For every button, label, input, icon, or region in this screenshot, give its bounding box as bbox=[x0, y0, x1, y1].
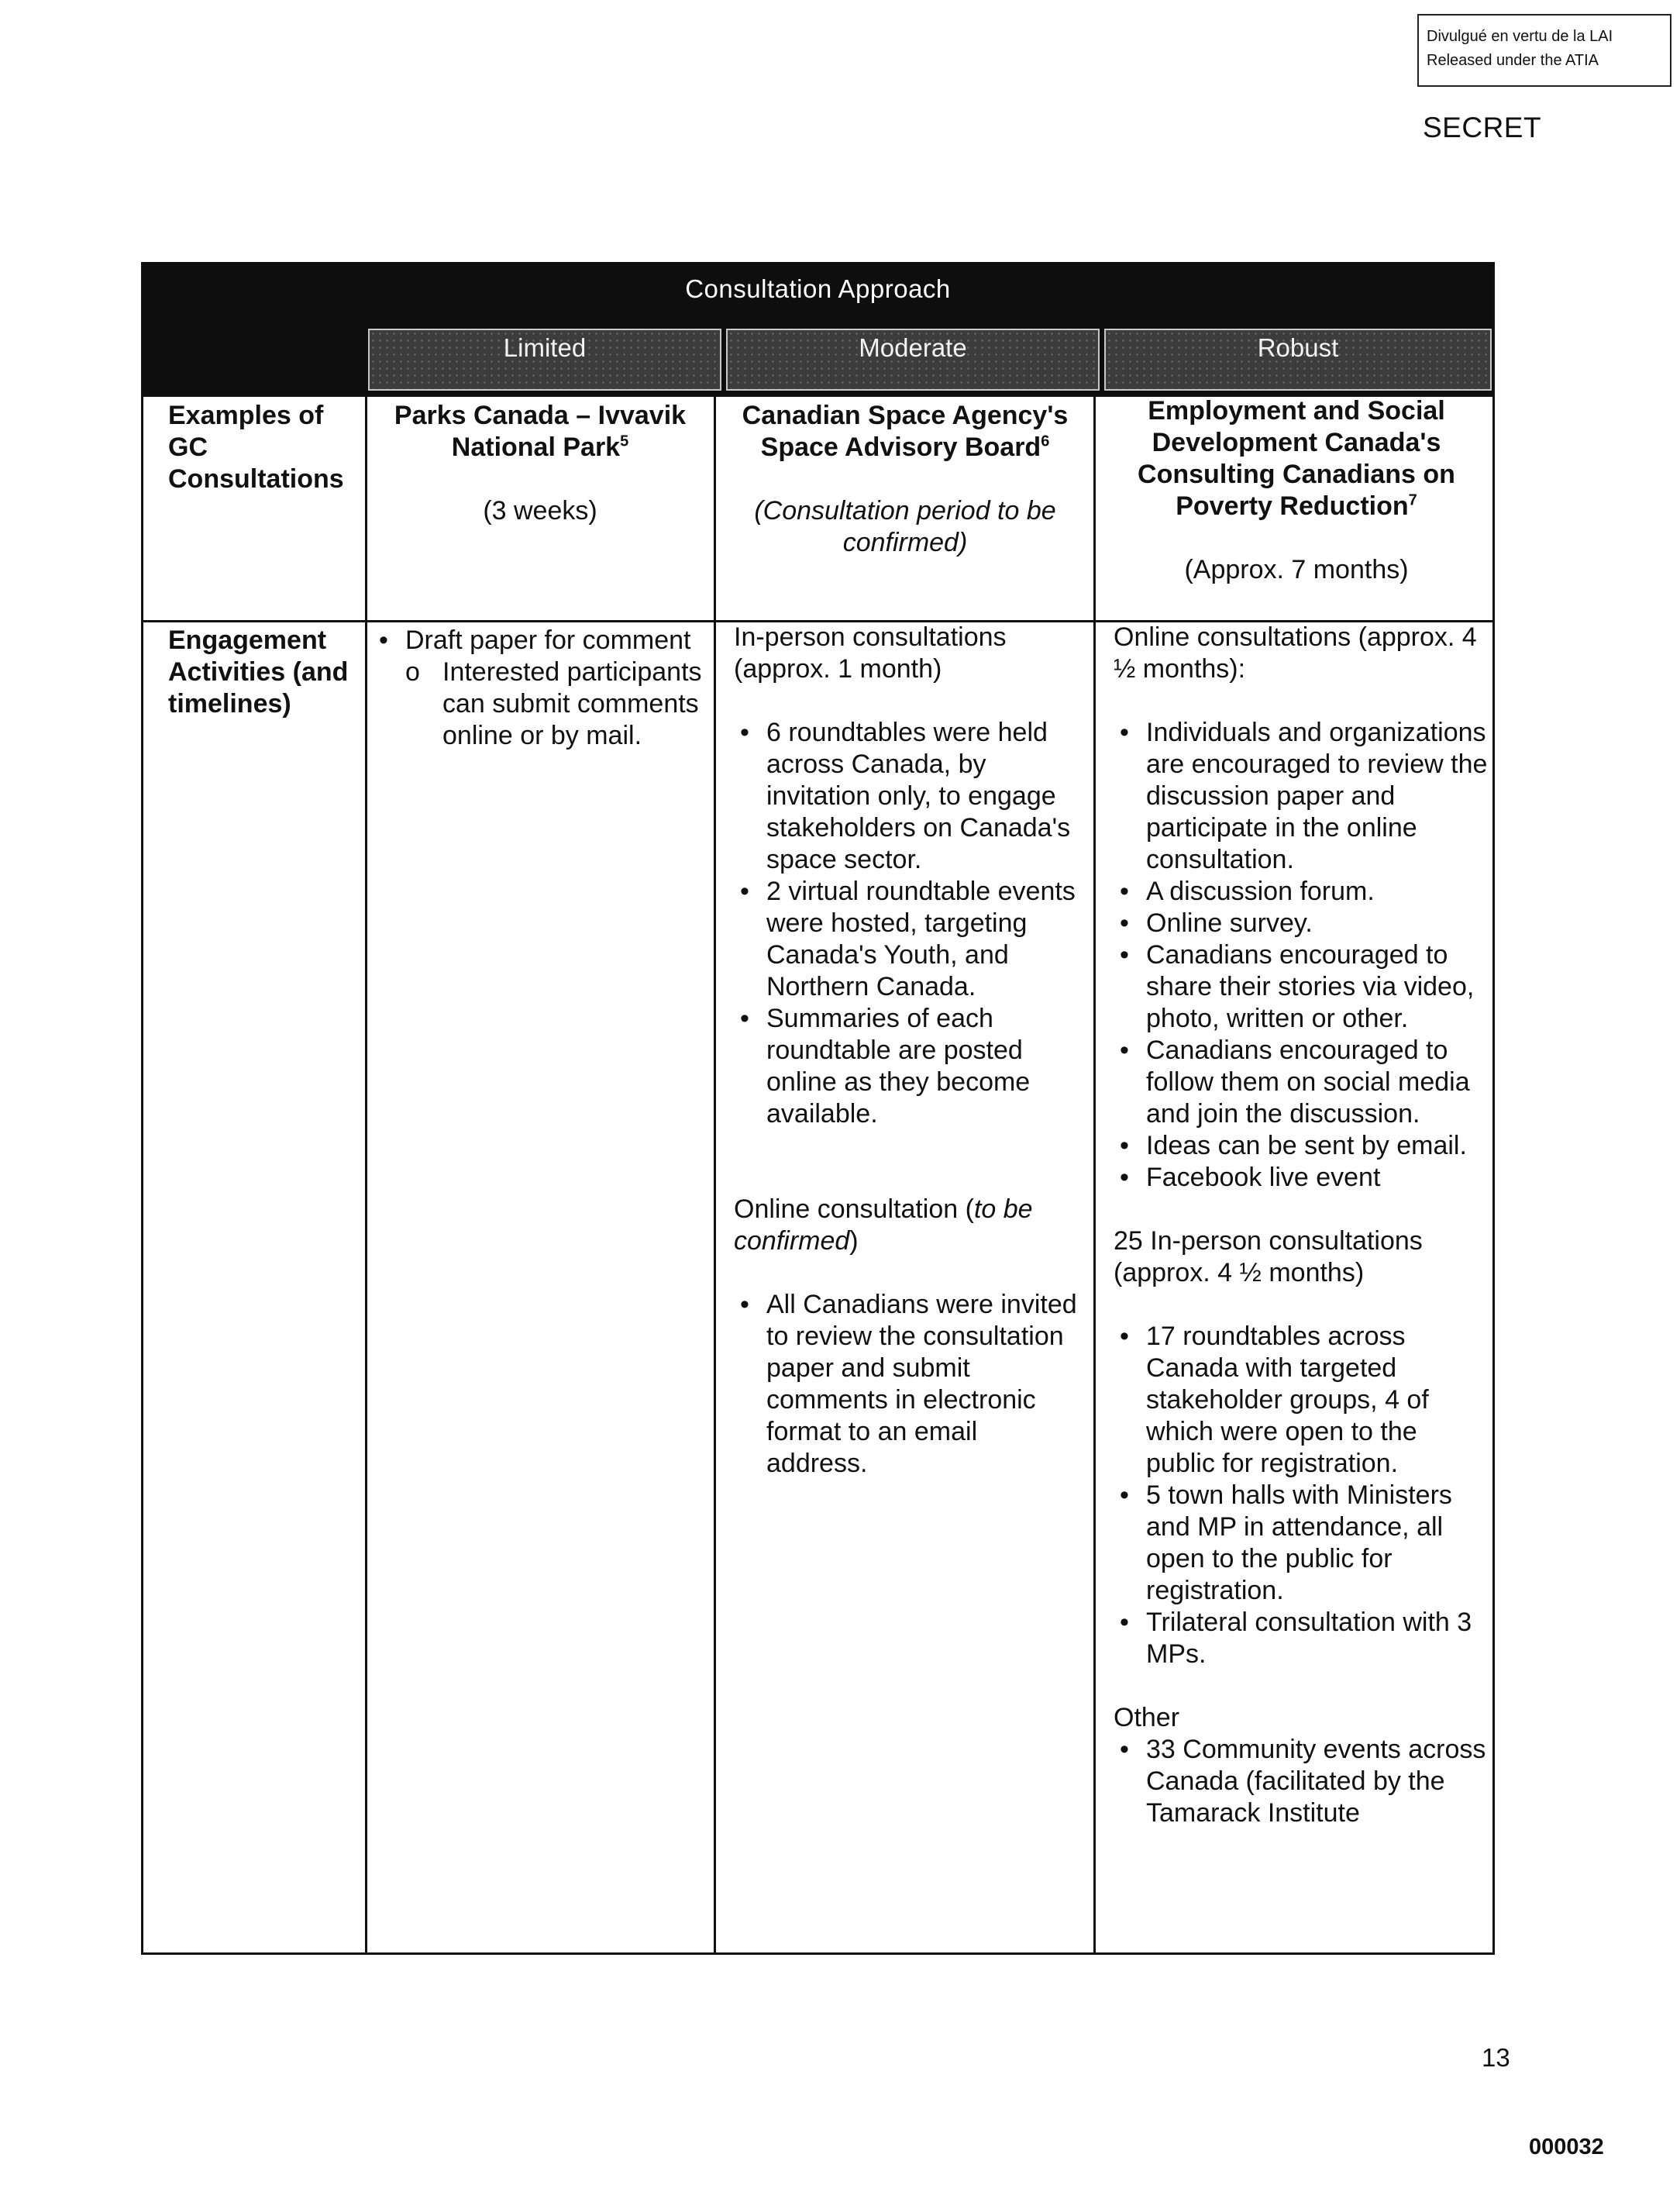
list-item: • Summaries of each roundtable are posted online as they become available. bbox=[734, 1003, 1084, 1130]
list-item: • 17 roundtables across Canada with targeted stakeholder groups, 4 of which were open to the public for registration. bbox=[1114, 1321, 1492, 1480]
page-number: 13 bbox=[1482, 2043, 1510, 2072]
robust-section-other-title: Other bbox=[1114, 1703, 1180, 1732]
release-stamp bbox=[1417, 14, 1671, 87]
example-limited bbox=[373, 400, 707, 527]
moderate-section-online-title: Online consultation (to be confirmed) bbox=[734, 1194, 1033, 1256]
document-number: 000032 bbox=[1529, 2135, 1604, 2159]
list-item: • Facebook live event bbox=[1114, 1162, 1492, 1194]
column-divider bbox=[365, 395, 367, 1952]
engagement-limited bbox=[373, 625, 707, 752]
list-item: • Draft paper for comment bbox=[373, 625, 707, 657]
row-label-engagement: Engagement Activities (and timelines) bbox=[168, 626, 349, 719]
list-item: • 33 Community events across Canada (facilitated by the Tamarack Institute bbox=[1114, 1734, 1492, 1829]
column-header-limited: Limited bbox=[368, 329, 721, 391]
consultation-table bbox=[141, 262, 1495, 1955]
stamp-line-english: Released under the ATIA bbox=[1427, 52, 1599, 69]
moderate-section-inperson-title: In-person consultations (approx. 1 month) bbox=[734, 622, 1007, 684]
list-item: • Individuals and organizations are encouraged to review the discussion paper and participate in the online consultation. bbox=[1114, 717, 1492, 876]
list-item: • 6 roundtables were held across Canada, by invitation only, to engage stakeholders on Canada's space sector. bbox=[734, 717, 1084, 876]
list-item: • 2 virtual roundtable events were hosted, targeting Canada's Youth, and Northern Canada. bbox=[734, 876, 1084, 1003]
example-moderate-title: Canadian Space Agency's Space Advisory Board$^6$ bbox=[742, 401, 1069, 462]
classification-label: SECRET bbox=[1423, 112, 1542, 143]
example-limited-title: Parks Canada – Ivvavik National Park$^5$ bbox=[394, 401, 687, 462]
list-item: • A discussion forum. bbox=[1114, 876, 1492, 908]
example-robust-period: (Approx. 7 months) bbox=[1184, 555, 1409, 584]
stamp-line-french: Divulgué en vertu de la LAI bbox=[1427, 28, 1613, 45]
list-item: • Online survey. bbox=[1114, 908, 1492, 939]
column-header-robust: Robust bbox=[1104, 329, 1492, 391]
table-title: Consultation Approach bbox=[685, 274, 951, 303]
robust-section-inperson-title: 25 In-person consultations (approx. 4 ½ months) bbox=[1114, 1226, 1423, 1287]
table-header-bar bbox=[143, 262, 1492, 395]
example-robust-title: Employment and Social Development Canada's Consulting Canadians on Poverty Reduction$^7$ bbox=[1138, 396, 1455, 521]
example-moderate bbox=[723, 400, 1087, 559]
example-robust bbox=[1103, 395, 1490, 586]
list-item: • Canadians encouraged to share their stories via video, photo, written or other. bbox=[1114, 939, 1492, 1035]
column-divider bbox=[1093, 395, 1096, 1952]
list-item: • Trilateral consultation with 3 MPs. bbox=[1114, 1607, 1492, 1670]
list-item: • 5 town halls with Ministers and MP in attendance, all open to the public for registration. bbox=[1114, 1480, 1492, 1607]
list-item: • All Canadians were invited to review the consultation paper and submit comments in electronic format to an email address. bbox=[734, 1289, 1084, 1480]
engagement-robust bbox=[1114, 622, 1492, 1829]
list-item: • Ideas can be sent by email. bbox=[1114, 1130, 1492, 1162]
engagement-moderate bbox=[734, 622, 1084, 1480]
list-sub-item: o Interested participants can submit comments online or by mail. bbox=[373, 657, 707, 752]
column-divider bbox=[714, 395, 716, 1952]
column-header-moderate: Moderate bbox=[726, 329, 1100, 391]
row-label-examples: Examples of GC Consultations bbox=[168, 401, 344, 494]
robust-section-online-title: Online consultations (approx. 4 ½ months): bbox=[1114, 622, 1477, 684]
example-limited-period: (3 weeks) bbox=[483, 496, 597, 526]
example-moderate-period: (Consultation period to be confirmed) bbox=[754, 496, 1056, 557]
list-item: • Canadians encouraged to follow them on social media and join the discussion. bbox=[1114, 1035, 1492, 1130]
